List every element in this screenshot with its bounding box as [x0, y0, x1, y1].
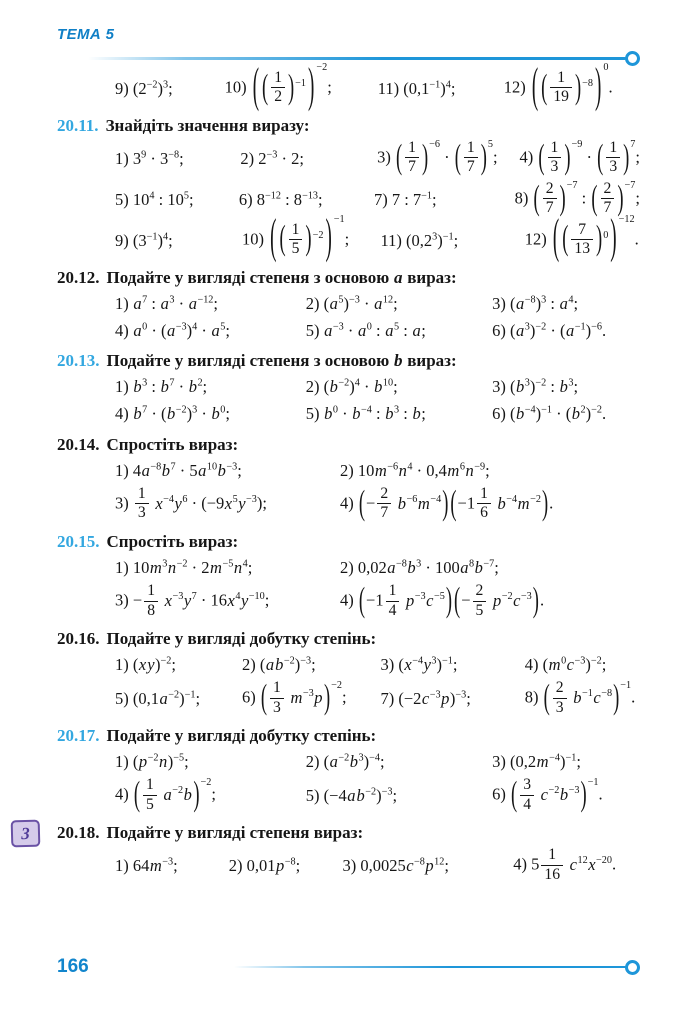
- exercise-20-11: [57, 115, 640, 266]
- exercise-item: 1) $a^7$ : $a^3 \cdot a^{-12}$;: [115, 293, 219, 313]
- rule-end-dot: [625, 51, 640, 66]
- exercise-item: 11) $(0,2^3)^{-1}$;: [380, 230, 459, 250]
- exercise-item: 5) $b^0 \cdot b^{-4}$ : $b^3$ : b;: [305, 404, 426, 424]
- exercise-item: 4) $a^0 \cdot (a^{-3})^4 \cdot a^5$;: [115, 320, 230, 340]
- exercise-title: Подайте у вигляді добутку степінь:: [106, 726, 377, 746]
- page-header: [57, 26, 640, 66]
- exercise-item: 7) 7 : $7^{-1}$;: [373, 189, 437, 209]
- exercise-heading: [57, 435, 640, 455]
- exercise-title: Подайте у вигляді степеня вираз:: [106, 823, 364, 843]
- exercise-row: [115, 774, 640, 814]
- exercise-item: 4) 5 $\frac{1}{16}$ $c^{12}x^{-20}$.: [513, 846, 617, 883]
- exercise-20-15: [57, 532, 640, 620]
- exercise-row: [115, 320, 640, 342]
- exercise-item: 1) $b^3$ : $b^7 \cdot b^2$;: [115, 377, 208, 397]
- exercise-item: 4) ( $\frac{1}{5}$ $a^{-2}b)^{-2}$;: [115, 774, 216, 813]
- exercise-item: 1) (xy)$^{-2}$;: [115, 655, 176, 675]
- exercise-item: 1) $64m^{-3}$;: [115, 856, 178, 876]
- exercise-item: 10) ( ( $\frac{1}{2}$ )$^{-1}$ ) $^{-2}$;: [224, 59, 332, 114]
- exercise-item: 8) ( $\frac{2}{3}$ $b^{-1}c^{-8})^{-1}$.: [524, 677, 636, 716]
- exercise-row: [115, 677, 640, 717]
- exercise-number: 20.11.: [57, 115, 99, 135]
- exercise-item: 2) $2^{-3} \cdot 2$;: [240, 148, 304, 168]
- exercise-20-14: [57, 435, 640, 523]
- exercise-item: 1) $10m^3n^{-2} \cdot 2m^{-5}n^4$;: [115, 557, 253, 577]
- exercise-item: 12) ( ( $\frac{7}{13}$ )$^0$ ) $^{-12}$.: [524, 211, 639, 266]
- exercise-item: 2) $10m^{-6}n^4 \cdot 0,4m^6n^{-9}$;: [340, 460, 490, 480]
- exercise-row: [115, 460, 640, 482]
- header-rule: [88, 51, 640, 66]
- exercise-row: [115, 654, 640, 676]
- exercise-item: 6) $8^{-12}$ : $8^{-13}$;: [238, 189, 323, 209]
- footer-rule-line: [234, 966, 626, 968]
- exercise-title: Спростіть вираз:: [106, 434, 239, 454]
- exercise-item: 5) $10^4$ : $10^5$;: [115, 189, 194, 209]
- exercise-heading: [20, 823, 640, 843]
- exercise-item: 5) $a^{-3} \cdot a^0$ : $a^5$ : a;: [305, 320, 426, 340]
- theme-label: ТЕМА 5: [57, 26, 115, 43]
- exercise-row: [115, 557, 640, 579]
- exercise-item: 9) $(3^{-1})^4$;: [115, 230, 173, 250]
- exercise-heading: [57, 726, 640, 746]
- exercise-20-18: [20, 823, 640, 884]
- exercise-row: [115, 848, 640, 884]
- exercise-row: [115, 178, 640, 218]
- exercise-title: Спростіть вираз:: [106, 531, 239, 551]
- exercise-item: 2) $0,02a^{-8}b^3 \cdot 100a^8b^{-7}$;: [340, 557, 499, 577]
- rule-end-dot: [625, 960, 640, 975]
- exercise-item: 3) $(x^{-4}y^3)^{-1}$;: [380, 655, 458, 675]
- exercise-heading: [57, 351, 640, 371]
- footer-rule: [234, 960, 640, 975]
- exercise-20-12: [57, 268, 640, 343]
- exercise-number: 20.17.: [57, 726, 100, 746]
- page-number: 166: [57, 956, 89, 977]
- exercise-item: 5) $(0,1a^{-2})^{-1}$;: [115, 689, 201, 709]
- exercise-heading: [57, 532, 640, 552]
- exercise-item: 1) $4a^{-8}b^7 \cdot 5a^{10}b^{-3}$;: [115, 460, 242, 480]
- exercise-item: 2) $(a^{-2}b^3)^{-4}$;: [305, 752, 385, 772]
- exercise-20-17: [57, 726, 640, 814]
- exercise-row: [115, 580, 640, 620]
- exercise-heading: [57, 116, 640, 136]
- exercise-title: Подайте у вигляді добутку степінь:: [106, 629, 377, 649]
- exercise-list: [20, 115, 640, 884]
- exercise-item: 4) $b^7 \cdot (b^{-2})^3 \cdot b^0$;: [115, 404, 230, 424]
- exercise-number: 20.12.: [57, 267, 100, 287]
- exercise-heading: [57, 629, 640, 649]
- exercise-item: 9) $(2^{-2})^3$;: [115, 78, 173, 98]
- exercise-number: 20.13.: [57, 351, 100, 371]
- carryover-exercise-row: [115, 59, 640, 114]
- exercise-item: 6) $(b^{-4})^{-1} \cdot (b^2)^{-2}$.: [492, 404, 607, 424]
- exercise-number: 20.15.: [57, 531, 100, 551]
- exercise-item: 3) $(a^{-8})^3$ : $a^4$;: [492, 293, 579, 313]
- exercise-title: Знайдіть значення виразу:: [105, 115, 310, 135]
- exercise-item: 2) $(ab^{-2})^{-3}$;: [241, 655, 316, 675]
- exercise-item: 5) $(-4ab^{-2})^{-3}$;: [305, 786, 398, 806]
- exercise-item: 3) $(b^3)^{-2}$ : $b^3$;: [492, 377, 579, 397]
- exercise-item: 4) ( $\frac{1}{3}$ )$^{-9}$ · ( $\frac{1}{3}$ )$^7$;: [519, 137, 640, 176]
- exercise-title: Подайте у вигляді степеня з основою a вираз:: [106, 267, 457, 287]
- exercise-row: [115, 211, 640, 266]
- exercise-item: 3) ( $\frac{1}{7}$ )$^{-6}$ · ( $\frac{1}{7}$ )$^5$;: [377, 137, 498, 176]
- exercise-item: 3) $(0,2m^{-4})^{-1}$;: [492, 752, 581, 772]
- exercise-item: 2) $(b^{-2})^4 \cdot b^{10}$;: [305, 377, 398, 397]
- exercise-row: [115, 376, 640, 398]
- exercise-item: 4) (− $\frac{2}{7}$ $b^{-6}m^{-4}$) (−1 $\frac{1}{6}$ $b^{-4}m^{-2}$).: [340, 483, 554, 522]
- exercise-item: 4) $(m^0c^{-3})^{-2}$;: [524, 655, 607, 675]
- exercise-item: 10) ( ( $\frac{1}{5}$ )$^{-2}$ ) $^{-1}$;: [241, 211, 350, 266]
- exercise-item: 2) $(a^5)^{-3} \cdot a^{12}$;: [305, 293, 398, 313]
- exercise-item: 12) ( ( $\frac{1}{19}$ )$^{-8}$ ) $^0$.: [503, 59, 613, 114]
- page-footer: [57, 956, 640, 978]
- exercise-20-16: [57, 629, 640, 717]
- exercise-row: [115, 137, 640, 177]
- exercise-item: 4) (−1 $\frac{1}{4}$ $p^{-3}c^{-5}$) (− $\frac{2}{5}$ $p^{-2}c^{-3}$).: [340, 580, 545, 619]
- exercise-item: 11) $(0,1^{-1})^4$;: [377, 78, 456, 98]
- exercise-item: 1) $3^9 \cdot 3^{-8}$;: [115, 148, 184, 168]
- difficulty-level-icon: 3: [11, 820, 41, 848]
- exercise-row: [115, 293, 640, 315]
- exercise-number: 20.14.: [57, 434, 100, 454]
- exercise-item: 3) $\frac{1}{3}$ $x^{-4}y^6 \cdot (-9x^5y^{-3})$;: [115, 484, 267, 522]
- header-rule-line: [88, 57, 626, 59]
- exercise-number: 20.18.: [57, 823, 100, 843]
- exercise-row: [115, 403, 640, 425]
- exercise-row: [115, 483, 640, 523]
- exercise-item: 7) $(-2c^{-3}p)^{-3}$;: [380, 689, 471, 709]
- exercise-number: 20.16.: [57, 629, 100, 649]
- exercise-heading: [57, 268, 640, 288]
- exercise-item: 6) ( $\frac{3}{4}$ $c^{-2}b^{-3})^{-1}$.: [492, 774, 603, 813]
- exercise-item: 3) $0,0025c^{-8}p^{12}$;: [342, 856, 449, 876]
- exercise-20-13: [57, 351, 640, 426]
- exercise-title: Подайте у вигляді степеня з основою b вираз:: [106, 351, 457, 371]
- exercise-item: 6) $(a^3)^{-2} \cdot (a^{-1})^{-6}$.: [492, 320, 607, 340]
- exercise-item: 1) $(p^{-2}n)^{-5}$;: [115, 752, 189, 772]
- exercise-item: 3) − $\frac{1}{8}$ $x^{-3}y^7 \cdot 16x^4y^{-10}$;: [115, 582, 270, 619]
- exercise-item: 8) ( $\frac{2}{7}$ )$^{-7}$ : ( $\frac{2}{7}$ )$^{-7}$;: [514, 178, 640, 217]
- exercise-item: 2) $0,01p^{-8}$;: [228, 856, 301, 876]
- exercise-item: 6) ( $\frac{1}{3}$ $m^{-3}p)^{-2}$;: [241, 677, 347, 716]
